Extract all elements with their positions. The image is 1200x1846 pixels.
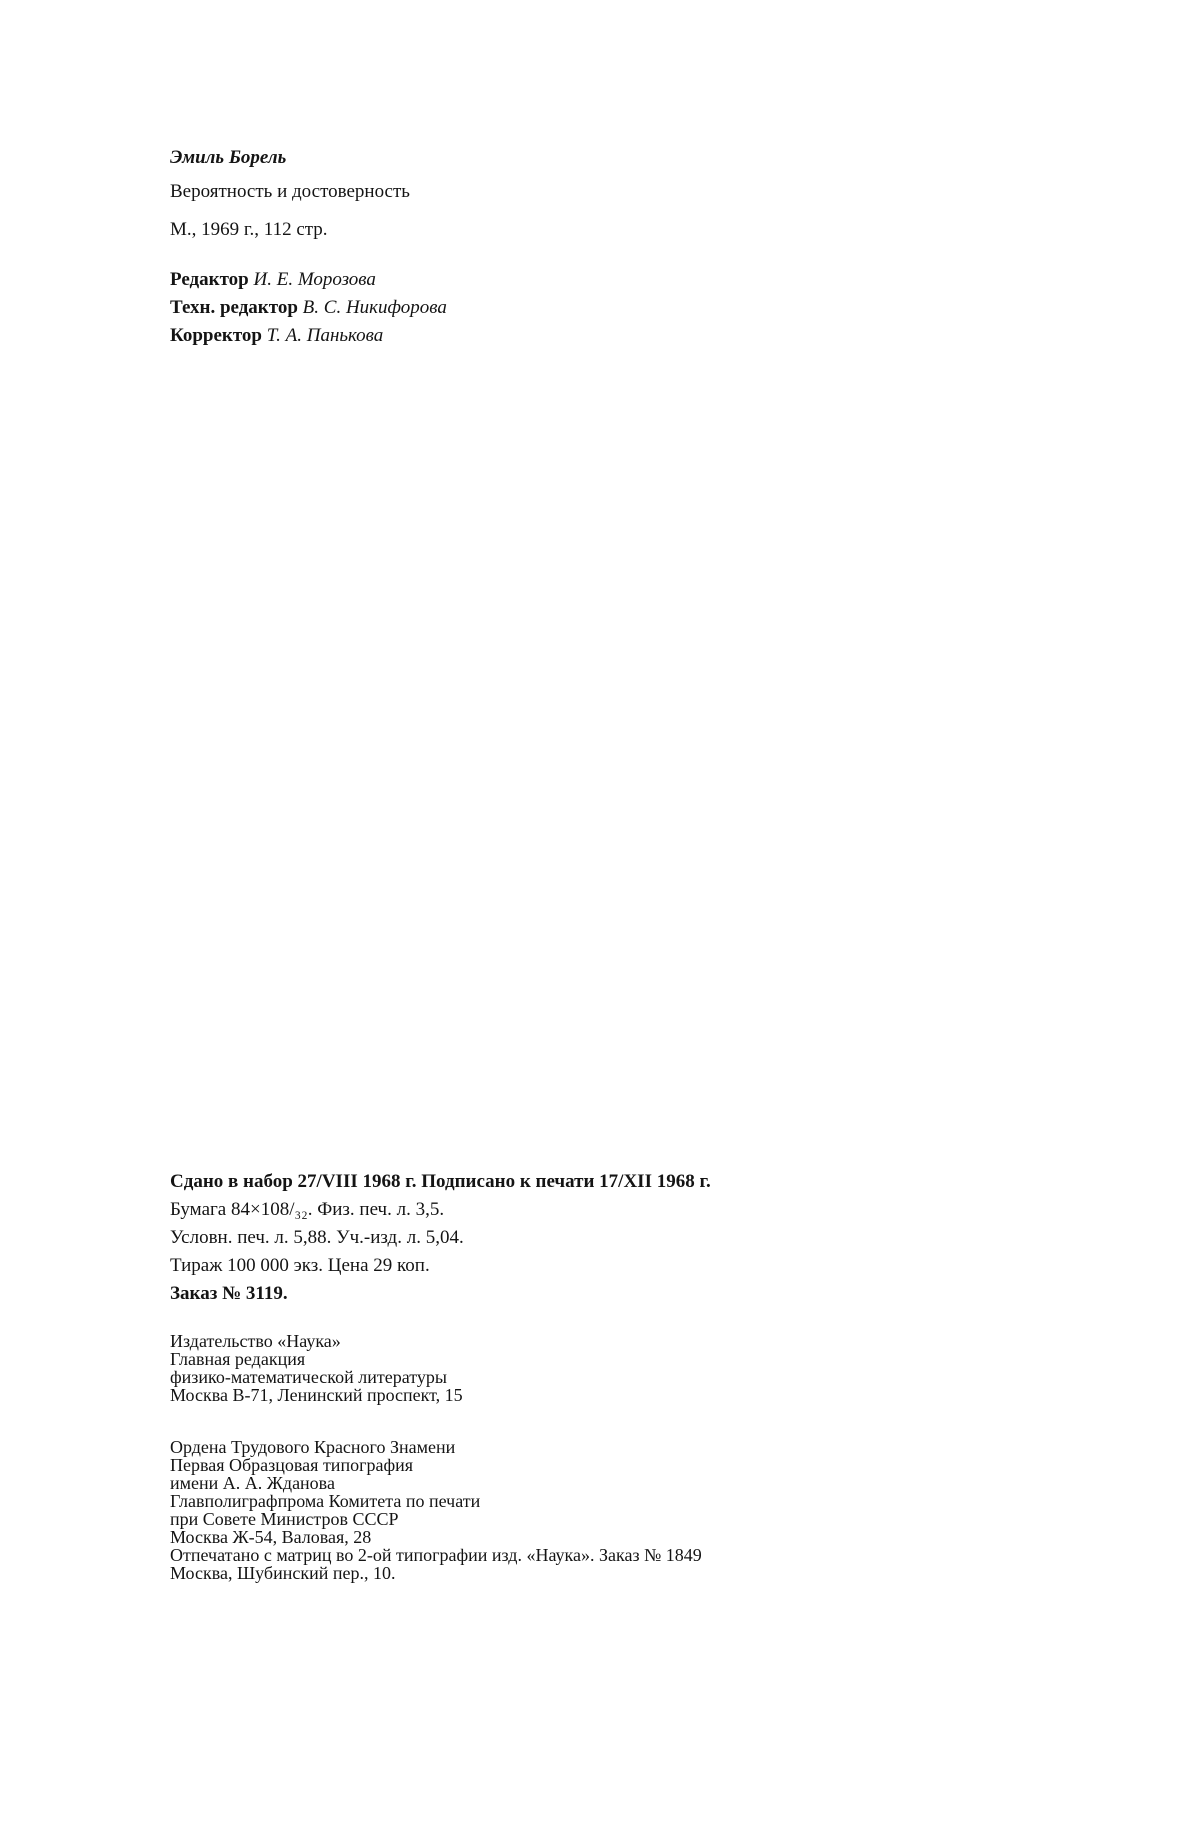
publisher-line: Главная редакция [170,1349,306,1369]
credit-role: Техн. редактор [170,297,298,318]
production-paper: Бумага 84×108/₃₂. Физ. печ. л. 3,5. [170,1199,445,1220]
credit-editor [170,270,376,289]
production-print-run: Тираж 100 000 экз. Цена 29 коп. [170,1255,430,1276]
credit-role: Редактор [170,269,249,290]
book-imprint: М., 1969 г., 112 стр. [170,219,328,240]
printer-line: Москва Ж-54, Валовая, 28 [170,1527,372,1547]
printer-line: Отпечатано с матриц во 2-ой типографии изд. «Наука». Заказ № 1849 [170,1545,702,1565]
printer-line: при Совете Министров СССР [170,1509,399,1529]
credit-person: Т. А. Панькова [266,325,384,346]
publisher-line: Москва В-71, Ленинский проспект, 15 [170,1385,463,1405]
publisher-line: физико-математической литературы [170,1367,447,1387]
publisher-line: Издательство «Наука» [170,1331,341,1351]
printer-line: Первая Образцовая типография [170,1455,414,1475]
credit-person: В. С. Никифорова [302,297,447,318]
credit-tech-editor [170,298,447,317]
credit-proofreader [170,326,383,345]
printer-line: имени А. А. Жданова [170,1473,335,1493]
publisher-block [170,1332,463,1404]
printer-line: Москва, Шубинский пер., 10. [170,1563,396,1583]
author-name: Эмиль Борель [170,147,287,168]
printer-block [170,1438,702,1582]
printer-line: Ордена Трудового Красного Знамени [170,1437,456,1457]
printer-line: Главполиграфпрома Комитета по печати [170,1491,481,1511]
production-sheets: Условн. печ. л. 5,88. Уч.-изд. л. 5,04. [170,1227,464,1248]
credit-person: И. Е. Морозова [253,269,376,290]
book-title: Вероятность и достоверность [170,181,410,202]
production-order: Заказ № 3119. [170,1283,288,1304]
credit-role: Корректор [170,325,262,346]
production-typeset-signed: Сдано в набор 27/VIII 1968 г. Подписано к печати 17/XII 1968 г. [170,1171,711,1192]
